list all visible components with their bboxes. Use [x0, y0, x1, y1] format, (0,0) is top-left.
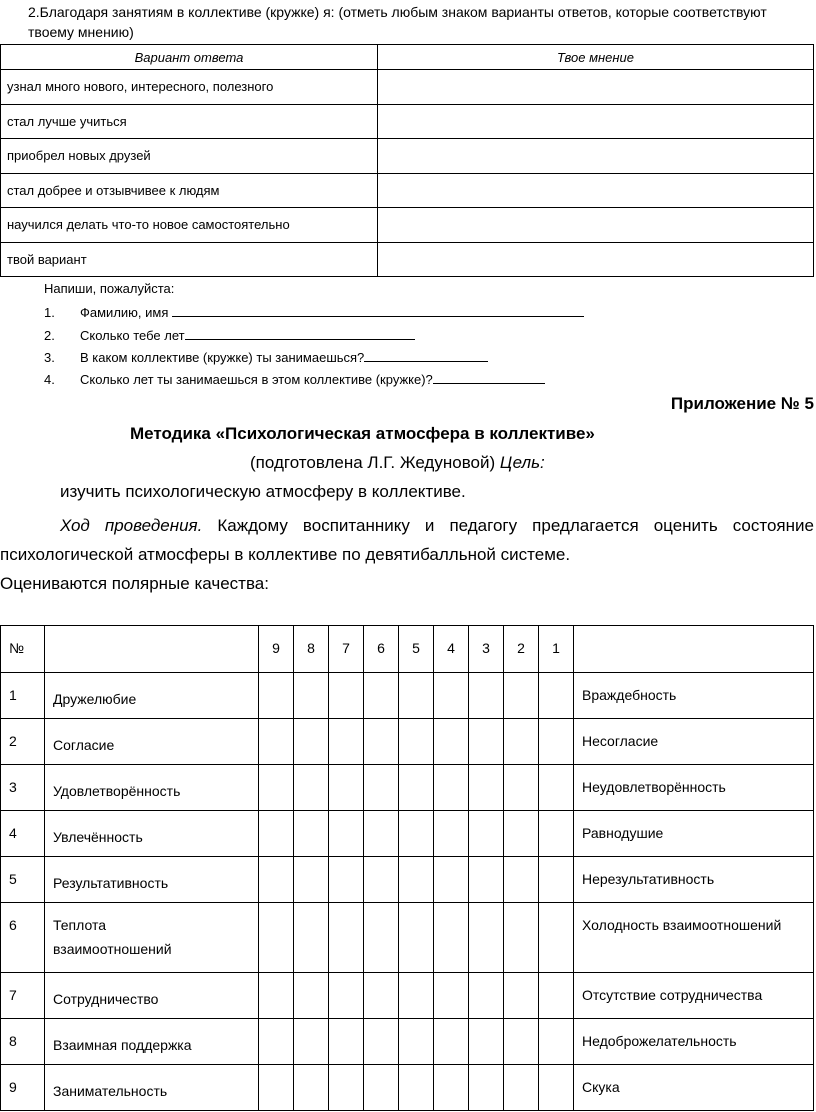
score-cell[interactable] [434, 719, 469, 765]
score-cell[interactable] [434, 1019, 469, 1065]
score-cell[interactable] [329, 903, 364, 973]
table-row [1, 719, 814, 765]
procedure-paragraph [0, 511, 814, 598]
score-cell[interactable] [329, 973, 364, 1019]
procedure-last-line: Оцениваются полярные качества: [0, 574, 269, 593]
score-cell[interactable] [259, 719, 294, 765]
score-cell[interactable] [364, 857, 399, 903]
score-cell[interactable] [294, 857, 329, 903]
opinion-cell[interactable] [378, 70, 814, 105]
table-row [1, 173, 814, 208]
negative-quality: Холодность взаимоотношений [574, 903, 814, 973]
header-score: 9 [259, 626, 294, 673]
score-cell[interactable] [504, 673, 539, 719]
score-cell[interactable] [504, 719, 539, 765]
header-score: 5 [399, 626, 434, 673]
option-label: научился делать что-то новое самостоятельно [1, 208, 378, 243]
score-cell[interactable] [399, 1019, 434, 1065]
opinion-cell[interactable] [378, 173, 814, 208]
score-cell[interactable] [364, 719, 399, 765]
row-number: 7 [1, 973, 45, 1019]
score-cell[interactable] [329, 673, 364, 719]
score-cell[interactable] [469, 973, 504, 1019]
list-label: Фамилию, имя [80, 305, 169, 320]
score-cell[interactable] [434, 811, 469, 857]
score-cell[interactable] [294, 1065, 329, 1111]
score-cell[interactable] [294, 673, 329, 719]
score-cell[interactable] [539, 1019, 574, 1065]
score-cell[interactable] [469, 719, 504, 765]
negative-quality: Отсутствие сотрудничества [574, 973, 814, 1019]
table-row [1, 1019, 814, 1065]
survey-table [0, 44, 814, 277]
list-number: 4. [44, 372, 55, 387]
score-cell[interactable] [259, 857, 294, 903]
negative-quality: Недоброжелательность [574, 1019, 814, 1065]
table-row [1, 104, 814, 139]
positive-quality-line: Теплота [53, 917, 106, 933]
header-score: 8 [294, 626, 329, 673]
score-cell[interactable] [294, 811, 329, 857]
score-cell[interactable] [399, 973, 434, 1019]
score-cell[interactable] [539, 673, 574, 719]
score-cell[interactable] [364, 1019, 399, 1065]
procedure-text: Каждому воспитаннику и педагогу предлагается оценить состояние психологической атмосферы в коллективе по девятибалльной системе. [0, 516, 814, 564]
score-cell[interactable] [539, 903, 574, 973]
score-cell[interactable] [469, 673, 504, 719]
table-row [1, 1065, 814, 1111]
header-score: 3 [469, 626, 504, 673]
score-cell[interactable] [469, 857, 504, 903]
header-negative [574, 626, 814, 673]
header-num: № [1, 626, 45, 673]
score-cell[interactable] [329, 857, 364, 903]
procedure-label: Ход проведения. [60, 516, 203, 535]
row-number: 2 [1, 719, 45, 765]
score-cell[interactable] [539, 719, 574, 765]
score-cell[interactable] [469, 903, 504, 973]
scale-header-row [1, 626, 814, 673]
table-row [1, 208, 814, 243]
score-cell[interactable] [259, 973, 294, 1019]
score-cell[interactable] [399, 903, 434, 973]
negative-quality: Равнодушие [574, 811, 814, 857]
column-header-option: Вариант ответа [1, 45, 378, 70]
question-title: 2.Благодаря занятиям в коллективе (кружке) я: (отметь любым знаком варианты ответов, которые соответствуют твоему мнению) [28, 4, 767, 40]
score-cell[interactable] [294, 719, 329, 765]
list-number: 2. [44, 328, 55, 343]
score-cell[interactable] [259, 765, 294, 811]
negative-quality: Несогласие [574, 719, 814, 765]
score-cell[interactable] [329, 719, 364, 765]
list-label: Сколько лет ты занимаешься в этом коллективе (кружке)? [80, 372, 433, 387]
score-cell[interactable] [329, 765, 364, 811]
score-cell[interactable] [504, 811, 539, 857]
score-cell[interactable] [434, 765, 469, 811]
score-cell[interactable] [259, 673, 294, 719]
score-cell[interactable] [504, 765, 539, 811]
score-cell[interactable] [329, 1019, 364, 1065]
row-number: 8 [1, 1019, 45, 1065]
score-cell[interactable] [434, 673, 469, 719]
score-cell[interactable] [504, 1065, 539, 1111]
list-number: 1. [44, 305, 55, 320]
score-cell[interactable] [259, 1019, 294, 1065]
score-cell[interactable] [399, 857, 434, 903]
answer-line-age[interactable] [185, 327, 415, 340]
score-cell[interactable] [434, 1065, 469, 1111]
table-row [1, 811, 814, 857]
option-label: узнал много нового, интересного, полезного [1, 70, 378, 105]
method-title: Методика «Психологическая атмосфера в коллективе» [130, 424, 595, 443]
positive-quality: Увлечённость [45, 811, 259, 857]
positive-quality: Удовлетворённость [45, 765, 259, 811]
row-number: 4 [1, 811, 45, 857]
score-cell[interactable] [469, 811, 504, 857]
list-item [44, 371, 545, 387]
table-row [1, 673, 814, 719]
score-cell[interactable] [434, 973, 469, 1019]
option-label: стал лучше учиться [1, 104, 378, 139]
prepared-by-text: (подготовлена Л.Г. Жедуновой) [250, 453, 496, 472]
score-cell[interactable] [294, 973, 329, 1019]
table-row [1, 139, 814, 174]
option-label: приобрел новых друзей [1, 139, 378, 174]
header-score: 7 [329, 626, 364, 673]
score-cell[interactable] [329, 811, 364, 857]
negative-quality: Скука [574, 1065, 814, 1111]
prepared-by [250, 453, 545, 473]
positive-quality: Дружелюбие [45, 673, 259, 719]
header-positive [45, 626, 259, 673]
opinion-cell[interactable] [378, 139, 814, 174]
score-cell[interactable] [539, 765, 574, 811]
list-item [44, 349, 488, 365]
table-row [1, 70, 814, 105]
score-cell[interactable] [259, 811, 294, 857]
list-number: 3. [44, 350, 55, 365]
score-cell[interactable] [504, 903, 539, 973]
score-cell[interactable] [329, 1065, 364, 1111]
score-cell[interactable] [259, 1065, 294, 1111]
score-cell[interactable] [399, 719, 434, 765]
list-item [44, 327, 415, 343]
score-cell[interactable] [294, 765, 329, 811]
score-cell[interactable] [399, 673, 434, 719]
opinion-cell[interactable] [378, 104, 814, 139]
score-cell[interactable] [469, 765, 504, 811]
positive-quality: Согласие [45, 719, 259, 765]
header-score: 6 [364, 626, 399, 673]
list-item [44, 304, 584, 320]
list-label: В каком коллективе (кружке) ты занимаешься? [80, 350, 365, 365]
answer-line-years[interactable] [433, 371, 545, 384]
score-cell[interactable] [364, 973, 399, 1019]
answer-line-name[interactable] [172, 304, 584, 317]
row-number: 1 [1, 673, 45, 719]
opinion-cell[interactable] [378, 242, 814, 277]
score-cell[interactable] [259, 903, 294, 973]
table-row [1, 242, 814, 277]
score-cell[interactable] [539, 811, 574, 857]
table-row [1, 765, 814, 811]
answer-line-club[interactable] [364, 349, 488, 362]
header-score: 2 [504, 626, 539, 673]
personal-info-title: Напиши, пожалуйста: [44, 281, 175, 296]
score-cell[interactable] [399, 811, 434, 857]
score-cell[interactable] [364, 1065, 399, 1111]
positive-quality-line: взаимоотношений [53, 941, 172, 957]
score-cell[interactable] [294, 903, 329, 973]
negative-quality: Враждебность [574, 673, 814, 719]
option-label: стал добрее и отзывчивее к людям [1, 173, 378, 208]
header-score: 1 [539, 626, 574, 673]
table-header-row [1, 45, 814, 70]
score-cell[interactable] [399, 765, 434, 811]
score-cell[interactable] [434, 903, 469, 973]
positive-quality: Занимательность [45, 1065, 259, 1111]
row-number: 5 [1, 857, 45, 903]
score-cell[interactable] [364, 673, 399, 719]
positive-quality: Результативность [45, 857, 259, 903]
negative-quality: Неудовлетворённость [574, 765, 814, 811]
table-row [1, 973, 814, 1019]
scale-table [0, 625, 814, 1111]
score-cell[interactable] [504, 857, 539, 903]
row-number: 9 [1, 1065, 45, 1111]
table-row [1, 903, 814, 973]
column-header-opinion: Твое мнение [378, 45, 814, 70]
goal-label: Цель: [499, 453, 545, 472]
appendix-label: Приложение № 5 [670, 394, 814, 413]
score-cell[interactable] [504, 1019, 539, 1065]
negative-quality: Нерезультативность [574, 857, 814, 903]
score-cell[interactable] [539, 1065, 574, 1111]
positive-quality: Сотрудничество [45, 973, 259, 1019]
score-cell[interactable] [434, 857, 469, 903]
score-cell[interactable] [364, 811, 399, 857]
score-cell[interactable] [399, 1065, 434, 1111]
score-cell[interactable] [539, 857, 574, 903]
positive-quality [45, 903, 259, 973]
opinion-cell[interactable] [378, 208, 814, 243]
table-row [1, 857, 814, 903]
option-label: твой вариант [1, 242, 378, 277]
score-cell[interactable] [364, 903, 399, 973]
score-cell[interactable] [364, 765, 399, 811]
row-number: 6 [1, 903, 45, 973]
header-score: 4 [434, 626, 469, 673]
score-cell[interactable] [469, 1065, 504, 1111]
score-cell[interactable] [539, 973, 574, 1019]
positive-quality: Взаимная поддержка [45, 1019, 259, 1065]
score-cell[interactable] [294, 1019, 329, 1065]
goal-text: изучить психологическую атмосферу в коллективе. [60, 482, 466, 501]
row-number: 3 [1, 765, 45, 811]
score-cell[interactable] [504, 973, 539, 1019]
list-label: Сколько тебе лет [80, 328, 185, 343]
score-cell[interactable] [469, 1019, 504, 1065]
